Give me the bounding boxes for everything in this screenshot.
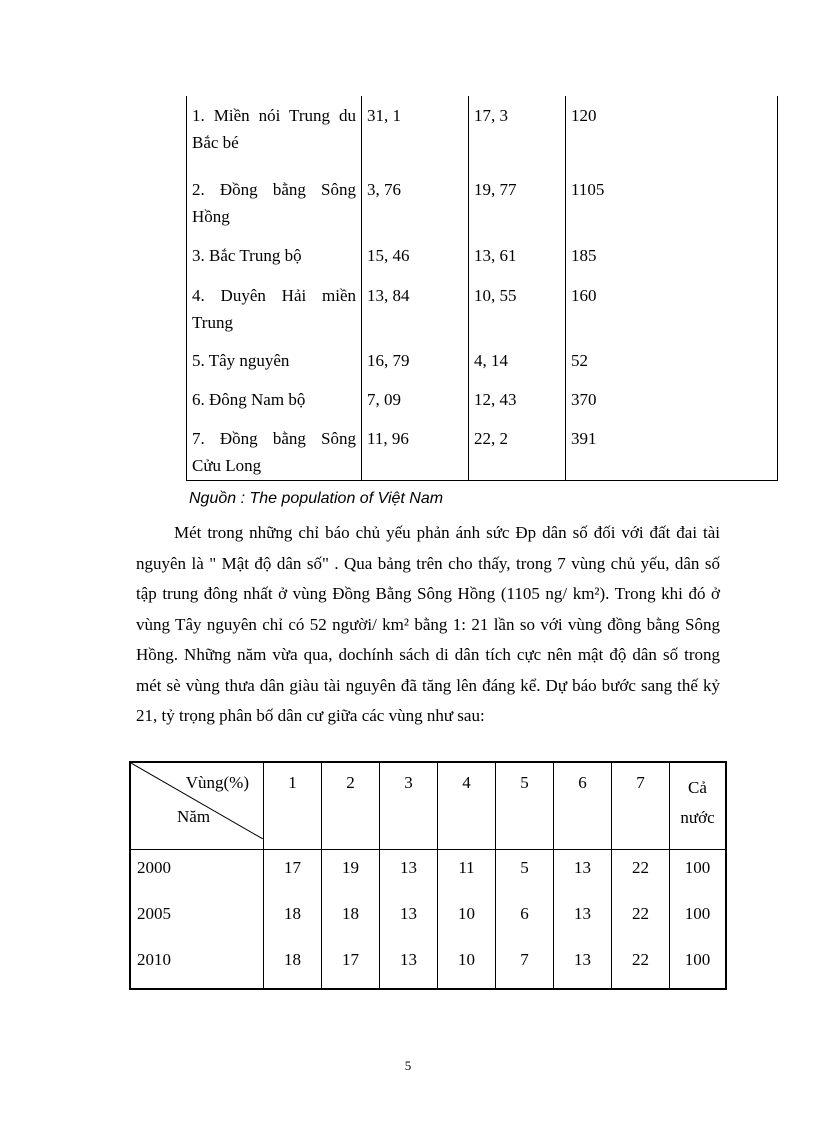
region-cell: 4. Duyên Hải miền Trung: [187, 276, 362, 341]
density-cell: 1105: [566, 170, 778, 237]
table-row: [130, 896, 726, 942]
density-cell: 160: [566, 276, 778, 341]
page-number: 5: [404, 1058, 412, 1073]
value-cell: 22: [612, 942, 670, 989]
density-cell: 185: [566, 236, 778, 276]
table-row: [187, 170, 778, 237]
value-cell: 7, 09: [362, 380, 469, 419]
column-header: 2: [322, 762, 380, 850]
value-cell: 31, 1: [362, 96, 469, 170]
diagonal-header-cell: [130, 762, 264, 850]
column-header: 5: [496, 762, 554, 850]
value-cell: 7: [496, 942, 554, 989]
table-header-row: [130, 762, 726, 850]
column-axis-label: Vùng(%): [185, 773, 249, 792]
column-header: 3: [380, 762, 438, 850]
value-cell: 10: [438, 942, 496, 989]
region-cell: 1. Miền nói Trung du Bắc bé: [187, 96, 362, 170]
value-cell: 4, 14: [469, 341, 566, 380]
table-row: [187, 276, 778, 341]
value-cell: 17: [264, 850, 322, 897]
value-cell: 18: [322, 896, 380, 942]
value-cell: 3, 76: [362, 170, 469, 237]
value-cell: 13: [380, 942, 438, 989]
density-cell: 370: [566, 380, 778, 419]
density-cell: 120: [566, 96, 778, 170]
value-cell: 100: [670, 850, 727, 897]
value-cell: 22, 2: [469, 419, 566, 480]
column-header-total: Cả nước: [670, 762, 727, 850]
table-source-note: Nguồn : The population of Việt Nam: [189, 490, 444, 507]
body-paragraph: Mét trong những chỉ báo chủ yếu phản ánh sức Đp dân số đối với đất đai tài nguyên là " Mật độ dân số" . Qua bảng trên cho thấy, trong 7 vùng chủ yếu, dân số tập trung đông nhất ở vùng Đồng Bằng Sông Hồng (1105 ng/ km²). Trong khi đó ở vùng Tây nguyên chỉ có 52 người/ km² bằng 1: 21 lần so với vùng đồng bằng Sông Hồng. Những năm vừa qua, dochính sách di dân tích cực nên mật độ dân số trong mét sè vùng thưa dân giàu tài nguyên đã tăng lên đáng kể. Dự báo bước sang thế kỷ 21, tỷ trọng phân bố dân cư giữa các vùng như sau:: [136, 523, 720, 725]
column-header: 4: [438, 762, 496, 850]
value-cell: 19: [322, 850, 380, 897]
value-cell: 10, 55: [469, 276, 566, 341]
region-cell: 3. Bắc Trung bộ: [187, 236, 362, 276]
region-cell: 6. Đông Nam bộ: [187, 380, 362, 419]
region-cell: 2. Đồng bằng Sông Hồng: [187, 170, 362, 237]
density-cell: 52: [566, 341, 778, 380]
value-cell: 11: [438, 850, 496, 897]
row-axis-label: Năm: [177, 807, 211, 826]
population-density-table: [186, 96, 778, 481]
value-cell: 22: [612, 850, 670, 897]
column-header: 7: [612, 762, 670, 850]
value-cell: 5: [496, 850, 554, 897]
value-cell: 17: [322, 942, 380, 989]
column-header: 1: [264, 762, 322, 850]
value-cell: 13: [380, 896, 438, 942]
table-row: [187, 380, 778, 419]
value-cell: 11, 96: [362, 419, 469, 480]
value-cell: 15, 46: [362, 236, 469, 276]
value-cell: 100: [670, 942, 727, 989]
table-row: [187, 96, 778, 170]
year-cell: 2005: [130, 896, 264, 942]
density-cell: 391: [566, 419, 778, 480]
value-cell: 12, 43: [469, 380, 566, 419]
table-row: [187, 419, 778, 480]
value-cell: 13: [554, 896, 612, 942]
table-row: [130, 850, 726, 897]
value-cell: 13, 84: [362, 276, 469, 341]
column-header: 6: [554, 762, 612, 850]
value-cell: 17, 3: [469, 96, 566, 170]
forecast-distribution-table: [129, 761, 727, 990]
table-row: [187, 236, 778, 276]
year-cell: 2000: [130, 850, 264, 897]
table-row: [130, 942, 726, 989]
value-cell: 13: [380, 850, 438, 897]
value-cell: 18: [264, 896, 322, 942]
value-cell: 19, 77: [469, 170, 566, 237]
value-cell: 13: [554, 850, 612, 897]
value-cell: 100: [670, 896, 727, 942]
region-cell: 5. Tây nguyên: [187, 341, 362, 380]
value-cell: 6: [496, 896, 554, 942]
value-cell: 16, 79: [362, 341, 469, 380]
value-cell: 10: [438, 896, 496, 942]
value-cell: 13, 61: [469, 236, 566, 276]
table-row: [187, 341, 778, 380]
value-cell: 13: [554, 942, 612, 989]
value-cell: 22: [612, 896, 670, 942]
value-cell: 18: [264, 942, 322, 989]
region-cell: 7. Đồng bằng Sông Cửu Long: [187, 419, 362, 480]
year-cell: 2010: [130, 942, 264, 989]
